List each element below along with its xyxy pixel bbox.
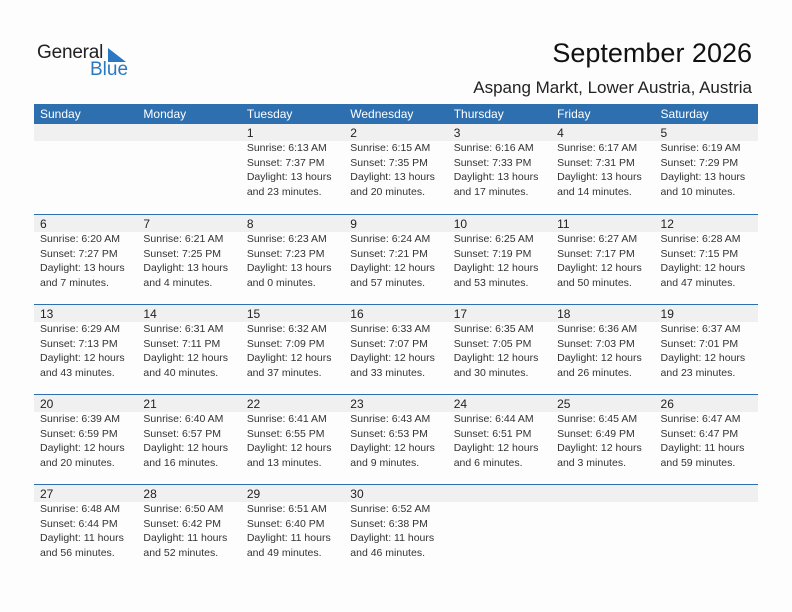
sunrise-text: Sunrise: 6:33 AM [350, 323, 431, 335]
day-number: 24 [453, 397, 468, 411]
daylight-text: Daylight: 12 hours [453, 352, 539, 364]
day-number: 25 [557, 397, 571, 411]
day-cell [241, 305, 344, 380]
day-number: 4 [557, 126, 564, 140]
sunset-text: Sunset: 7:05 PM [453, 337, 532, 350]
day-cell [137, 395, 240, 470]
minutes-text: and 46 minutes. [350, 546, 425, 559]
minutes-text: and 4 minutes. [143, 276, 213, 289]
daylight-text: Daylight: 13 hours [246, 171, 332, 183]
sunset-text: Sunset: 7:19 PM [453, 247, 532, 260]
sunrise-text: Sunrise: 6:21 AM [143, 233, 224, 245]
day-number: 9 [350, 217, 357, 231]
day-number: 10 [453, 217, 468, 231]
daylight-text: Daylight: 12 hours [557, 442, 642, 454]
sunset-text: Sunset: 7:31 PM [557, 156, 635, 169]
day-number: 11 [557, 217, 570, 231]
daylight-text: Daylight: 13 hours [557, 171, 642, 183]
daylight-text: Daylight: 12 hours [246, 442, 332, 454]
sunrise-text: Sunrise: 6:27 AM [557, 233, 638, 245]
day-cell [448, 124, 551, 199]
sunset-text: Sunset: 7:03 PM [557, 337, 635, 350]
daylight-text: Daylight: 12 hours [350, 262, 435, 274]
day-number: 21 [143, 397, 157, 411]
sunset-text: Sunset: 6:53 PM [350, 427, 428, 440]
day-number: 28 [143, 487, 157, 501]
calendar-grid [34, 104, 758, 574]
sunset-text: Sunset: 7:23 PM [246, 247, 325, 260]
day-cell [34, 485, 137, 560]
week-row [34, 214, 758, 304]
minutes-text: and 26 minutes. [557, 366, 632, 379]
daylight-text: Daylight: 12 hours [453, 442, 539, 454]
sunset-text: Sunset: 7:13 PM [40, 337, 118, 350]
sunrise-text: Sunrise: 6:23 AM [246, 233, 327, 245]
day-number [661, 485, 758, 502]
day-number: 30 [350, 487, 364, 501]
minutes-text: and 3 minutes. [557, 456, 626, 469]
sunset-text: Sunset: 7:37 PM [246, 156, 325, 169]
sunrise-text: Sunrise: 6:36 AM [557, 323, 638, 335]
day-cell [448, 215, 551, 290]
day-number: 7 [143, 217, 151, 231]
sunrise-text: Sunrise: 6:50 AM [143, 503, 224, 515]
minutes-text: and 9 minutes. [350, 456, 420, 469]
sunset-text: Sunset: 7:29 PM [660, 156, 739, 169]
sunset-text: Sunset: 7:01 PM [660, 337, 739, 350]
sunset-text: Sunset: 6:40 PM [246, 517, 325, 530]
sunset-text: Sunset: 6:59 PM [40, 427, 118, 440]
day-cell [344, 124, 447, 199]
day-number: 17 [453, 307, 468, 321]
day-cell [241, 485, 344, 560]
minutes-text: and 23 minutes. [660, 366, 736, 379]
sunset-text: Sunset: 6:47 PM [660, 427, 739, 440]
sunrise-text: Sunrise: 6:44 AM [453, 413, 534, 425]
minutes-text: and 56 minutes. [40, 546, 115, 559]
day-number [454, 485, 551, 502]
day-cell [655, 305, 758, 380]
minutes-text: and 23 minutes. [246, 185, 322, 198]
minutes-text: and 17 minutes. [453, 185, 529, 198]
weekday-header-wednesday: Wednesday [350, 107, 414, 121]
minutes-text: and 20 minutes. [40, 456, 115, 469]
weekday-header-friday: Friday [557, 107, 591, 121]
daylight-text: Daylight: 13 hours [350, 171, 435, 183]
day-number: 1 [246, 126, 254, 140]
day-number: 27 [40, 487, 54, 501]
week-row [34, 394, 758, 484]
day-cell [448, 395, 551, 470]
minutes-text: and 40 minutes. [143, 366, 219, 379]
sunset-text: Sunset: 7:33 PM [453, 156, 532, 169]
day-cell [551, 215, 654, 290]
daylight-text: Daylight: 13 hours [453, 171, 539, 183]
daylight-text: Daylight: 11 hours [246, 532, 331, 544]
minutes-text: and 47 minutes. [660, 276, 736, 289]
minutes-text: and 16 minutes. [143, 456, 219, 469]
day-cell [241, 124, 344, 199]
day-number: 20 [40, 397, 54, 411]
logo-text-general: General [37, 42, 104, 63]
day-cell [34, 395, 137, 470]
daylight-text: Daylight: 12 hours [453, 262, 539, 274]
day-cell [655, 124, 758, 199]
sunrise-text: Sunrise: 6:43 AM [350, 413, 431, 425]
day-cell [551, 124, 654, 199]
daylight-text: Daylight: 13 hours [40, 262, 125, 274]
minutes-text: and 57 minutes. [350, 276, 425, 289]
daylight-text: Daylight: 12 hours [557, 262, 642, 274]
daylight-text: Daylight: 11 hours [660, 442, 745, 454]
weekday-header-tuesday: Tuesday [246, 107, 293, 121]
logo-text-blue: Blue [90, 59, 129, 80]
daylight-text: Daylight: 12 hours [660, 262, 746, 274]
sunrise-text: Sunrise: 6:40 AM [143, 413, 224, 425]
minutes-text: and 10 minutes. [660, 185, 736, 198]
calendar-weeks [34, 124, 758, 574]
day-number: 14 [143, 307, 157, 321]
sunset-text: Sunset: 7:15 PM [660, 247, 739, 260]
day-cell [344, 215, 447, 290]
sunrise-text: Sunrise: 6:37 AM [660, 323, 741, 335]
minutes-text: and 0 minutes. [246, 276, 316, 289]
day-cell [34, 305, 137, 380]
page-title: September 2026 [552, 38, 752, 68]
minutes-text: and 53 minutes. [453, 276, 529, 289]
daylight-text: Daylight: 12 hours [246, 352, 332, 364]
sunrise-text: Sunrise: 6:35 AM [453, 323, 534, 335]
sunrise-text: Sunrise: 6:24 AM [350, 233, 431, 245]
weekday-header-thursday: Thursday [453, 107, 504, 121]
daylight-text: Daylight: 13 hours [246, 262, 332, 274]
sunset-text: Sunset: 7:27 PM [40, 247, 118, 260]
minutes-text: and 13 minutes. [246, 456, 322, 469]
sunrise-text: Sunrise: 6:20 AM [40, 233, 120, 245]
daylight-text: Daylight: 11 hours [350, 532, 435, 544]
day-cell [241, 395, 344, 470]
sunset-text: Sunset: 7:21 PM [350, 247, 428, 260]
sunrise-text: Sunrise: 6:48 AM [40, 503, 120, 515]
day-cell [34, 124, 137, 199]
sunrise-text: Sunrise: 6:25 AM [453, 233, 534, 245]
sunset-text: Sunset: 6:44 PM [40, 517, 118, 530]
sunrise-text: Sunrise: 6:17 AM [557, 142, 638, 154]
minutes-text: and 14 minutes. [557, 185, 632, 198]
sunrise-text: Sunrise: 6:41 AM [246, 413, 327, 425]
sunset-text: Sunset: 6:42 PM [143, 517, 222, 530]
week-row [34, 124, 758, 214]
daylight-text: Daylight: 12 hours [350, 352, 435, 364]
weekday-header-saturday: Saturday [660, 107, 709, 121]
day-cell [137, 215, 240, 290]
minutes-text: and 50 minutes. [557, 276, 632, 289]
sunset-text: Sunset: 6:57 PM [143, 427, 222, 440]
minutes-text: and 7 minutes. [40, 276, 109, 289]
sunrise-text: Sunrise: 6:52 AM [350, 503, 431, 515]
daylight-text: Daylight: 11 hours [143, 532, 228, 544]
daylight-text: Daylight: 12 hours [350, 442, 435, 454]
sunrise-text: Sunrise: 6:31 AM [143, 323, 224, 335]
day-cell [137, 305, 240, 380]
daylight-text: Daylight: 11 hours [40, 532, 124, 544]
daylight-text: Daylight: 12 hours [143, 352, 229, 364]
sunrise-text: Sunrise: 6:13 AM [246, 142, 327, 154]
day-cell [241, 215, 344, 290]
day-number [40, 124, 137, 141]
minutes-text: and 20 minutes. [350, 185, 425, 198]
day-cell [655, 395, 758, 470]
daylight-text: Daylight: 12 hours [557, 352, 642, 364]
daylight-text: Daylight: 12 hours [40, 442, 125, 454]
sunset-text: Sunset: 7:07 PM [350, 337, 428, 350]
sunset-text: Sunset: 6:49 PM [557, 427, 635, 440]
day-number: 29 [246, 487, 261, 501]
daylight-text: Daylight: 13 hours [660, 171, 746, 183]
sunrise-text: Sunrise: 6:16 AM [453, 142, 534, 154]
day-cell [551, 485, 654, 560]
day-number: 2 [350, 126, 357, 140]
day-number: 16 [350, 307, 364, 321]
day-cell [448, 305, 551, 380]
sunset-text: Sunset: 7:09 PM [246, 337, 325, 350]
day-number [143, 124, 240, 141]
weekday-header-row [34, 104, 758, 124]
location-subtitle: Aspang Markt, Lower Austria, Austria [473, 78, 752, 97]
day-number: 3 [453, 126, 461, 140]
sunrise-text: Sunrise: 6:47 AM [660, 413, 741, 425]
sunrise-text: Sunrise: 6:39 AM [40, 413, 120, 425]
day-cell [137, 124, 240, 199]
day-number: 6 [40, 217, 47, 231]
day-number: 13 [40, 307, 54, 321]
day-number: 26 [660, 397, 674, 411]
sunset-text: Sunset: 7:35 PM [350, 156, 428, 169]
sunrise-text: Sunrise: 6:19 AM [660, 142, 741, 154]
day-number: 22 [246, 397, 261, 411]
weekday-header-sunday: Sunday [40, 107, 81, 121]
minutes-text: and 43 minutes. [40, 366, 115, 379]
day-number: 18 [557, 307, 571, 321]
day-cell [344, 305, 447, 380]
sunset-text: Sunset: 6:55 PM [246, 427, 325, 440]
sunset-text: Sunset: 7:25 PM [143, 247, 222, 260]
daylight-text: Daylight: 12 hours [40, 352, 125, 364]
day-number: 12 [660, 217, 674, 231]
day-number: 5 [660, 126, 668, 140]
weekday-header-monday: Monday [143, 107, 187, 121]
minutes-text: and 59 minutes. [660, 456, 736, 469]
sunset-text: Sunset: 7:17 PM [557, 247, 635, 260]
day-cell [655, 215, 758, 290]
minutes-text: and 33 minutes. [350, 366, 425, 379]
sunrise-text: Sunrise: 6:28 AM [660, 233, 741, 245]
week-row [34, 304, 758, 394]
sunrise-text: Sunrise: 6:32 AM [246, 323, 327, 335]
day-cell [34, 215, 137, 290]
sunset-text: Sunset: 7:11 PM [143, 337, 221, 350]
sunset-text: Sunset: 6:51 PM [453, 427, 532, 440]
sunrise-text: Sunrise: 6:45 AM [557, 413, 638, 425]
sunset-text: Sunset: 6:38 PM [350, 517, 428, 530]
day-number: 15 [246, 307, 261, 321]
sunrise-text: Sunrise: 6:51 AM [246, 503, 327, 515]
day-cell [344, 485, 447, 560]
day-cell [344, 395, 447, 470]
daylight-text: Daylight: 13 hours [143, 262, 229, 274]
minutes-text: and 30 minutes. [453, 366, 529, 379]
day-number: 23 [350, 397, 364, 411]
day-cell [655, 485, 758, 560]
day-number: 19 [660, 307, 674, 321]
day-cell [137, 485, 240, 560]
week-row [34, 484, 758, 574]
day-cell [551, 305, 654, 380]
minutes-text: and 52 minutes. [143, 546, 219, 559]
daylight-text: Daylight: 12 hours [660, 352, 746, 364]
minutes-text: and 37 minutes. [246, 366, 322, 379]
daylight-text: Daylight: 12 hours [143, 442, 229, 454]
minutes-text: and 6 minutes. [453, 456, 523, 469]
sunrise-text: Sunrise: 6:15 AM [350, 142, 431, 154]
day-cell [448, 485, 551, 560]
day-cell [551, 395, 654, 470]
logo [37, 42, 137, 82]
sunrise-text: Sunrise: 6:29 AM [40, 323, 120, 335]
day-number [557, 485, 654, 502]
minutes-text: and 49 minutes. [246, 546, 322, 559]
day-number: 8 [246, 217, 254, 231]
